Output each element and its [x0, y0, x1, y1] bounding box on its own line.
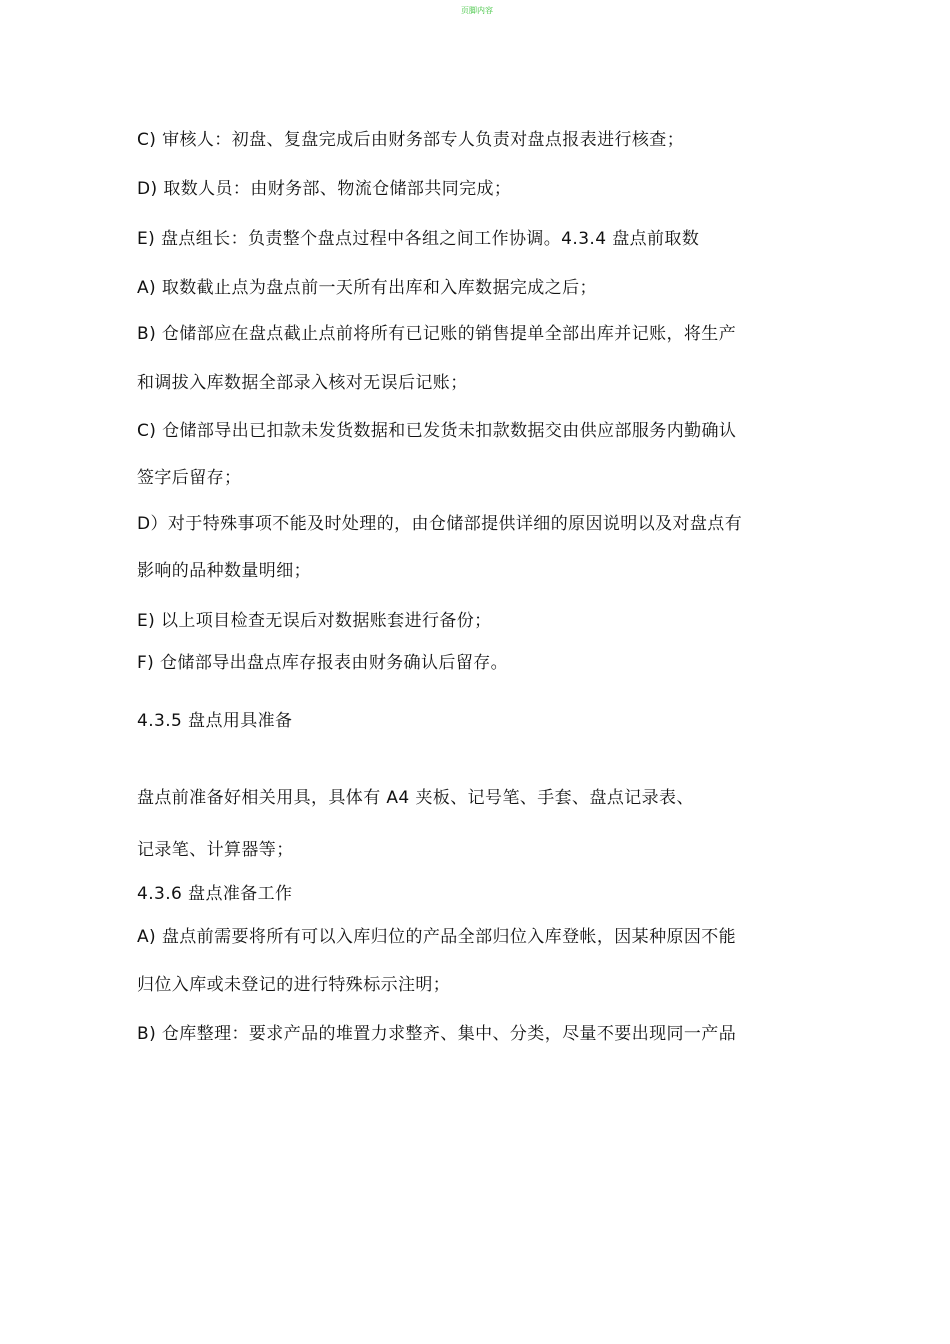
- text-line: 影响的品种数量明细；: [137, 561, 311, 581]
- header-mark: 页脚内容: [461, 6, 493, 15]
- text-line: A) 盘点前需要将所有可以入库归位的产品全部归位入库登帐，因某种原因不能: [137, 927, 737, 947]
- text-line: E) 以上项目检查无误后对数据账套进行备份；: [137, 611, 492, 631]
- section-heading: 4.3.5 盘点用具准备: [137, 711, 293, 731]
- text-line: E) 盘点组长：负责整个盘点过程中各组之间工作协调。4.3.4 盘点前取数: [137, 229, 700, 249]
- text-line: B) 仓库整理：要求产品的堆置力求整齐、集中、分类，尽量不要出现同一产品: [137, 1024, 737, 1044]
- text-line: C) 审核人：初盘、复盘完成后由财务部专人负责对盘点报表进行核查；: [137, 130, 685, 150]
- text-line: 签字后留存；: [137, 468, 242, 488]
- text-line: B) 仓储部应在盘点截止点前将所有已记账的销售提单全部出库并记账，将生产: [137, 324, 737, 344]
- text-line: 归位入库或未登记的进行特殊标示注明；: [137, 975, 451, 995]
- text-line: A) 取数截止点为盘点前一天所有出库和入库数据完成之后；: [137, 278, 597, 298]
- text-line: D）对于特殊事项不能及时处理的，由仓储部提供详细的原因说明以及对盘点有: [137, 514, 743, 534]
- text-line: F) 仓储部导出盘点库存报表由财务确认后留存。: [137, 653, 509, 673]
- text-line: C) 仓储部导出已扣款未发货数据和已发货未扣款数据交由供应部服务内勤确认: [137, 421, 737, 441]
- text-line: D) 取数人员：由财务部、物流仓储部共同完成；: [137, 179, 512, 199]
- text-line: 和调拔入库数据全部录入核对无误后记账；: [137, 373, 468, 393]
- text-line: 盘点前准备好相关用具，具体有 A4 夹板、记号笔、手套、盘点记录表、: [137, 788, 694, 808]
- section-heading: 4.3.6 盘点准备工作: [137, 884, 293, 904]
- text-line: 记录笔、计算器等；: [137, 840, 294, 860]
